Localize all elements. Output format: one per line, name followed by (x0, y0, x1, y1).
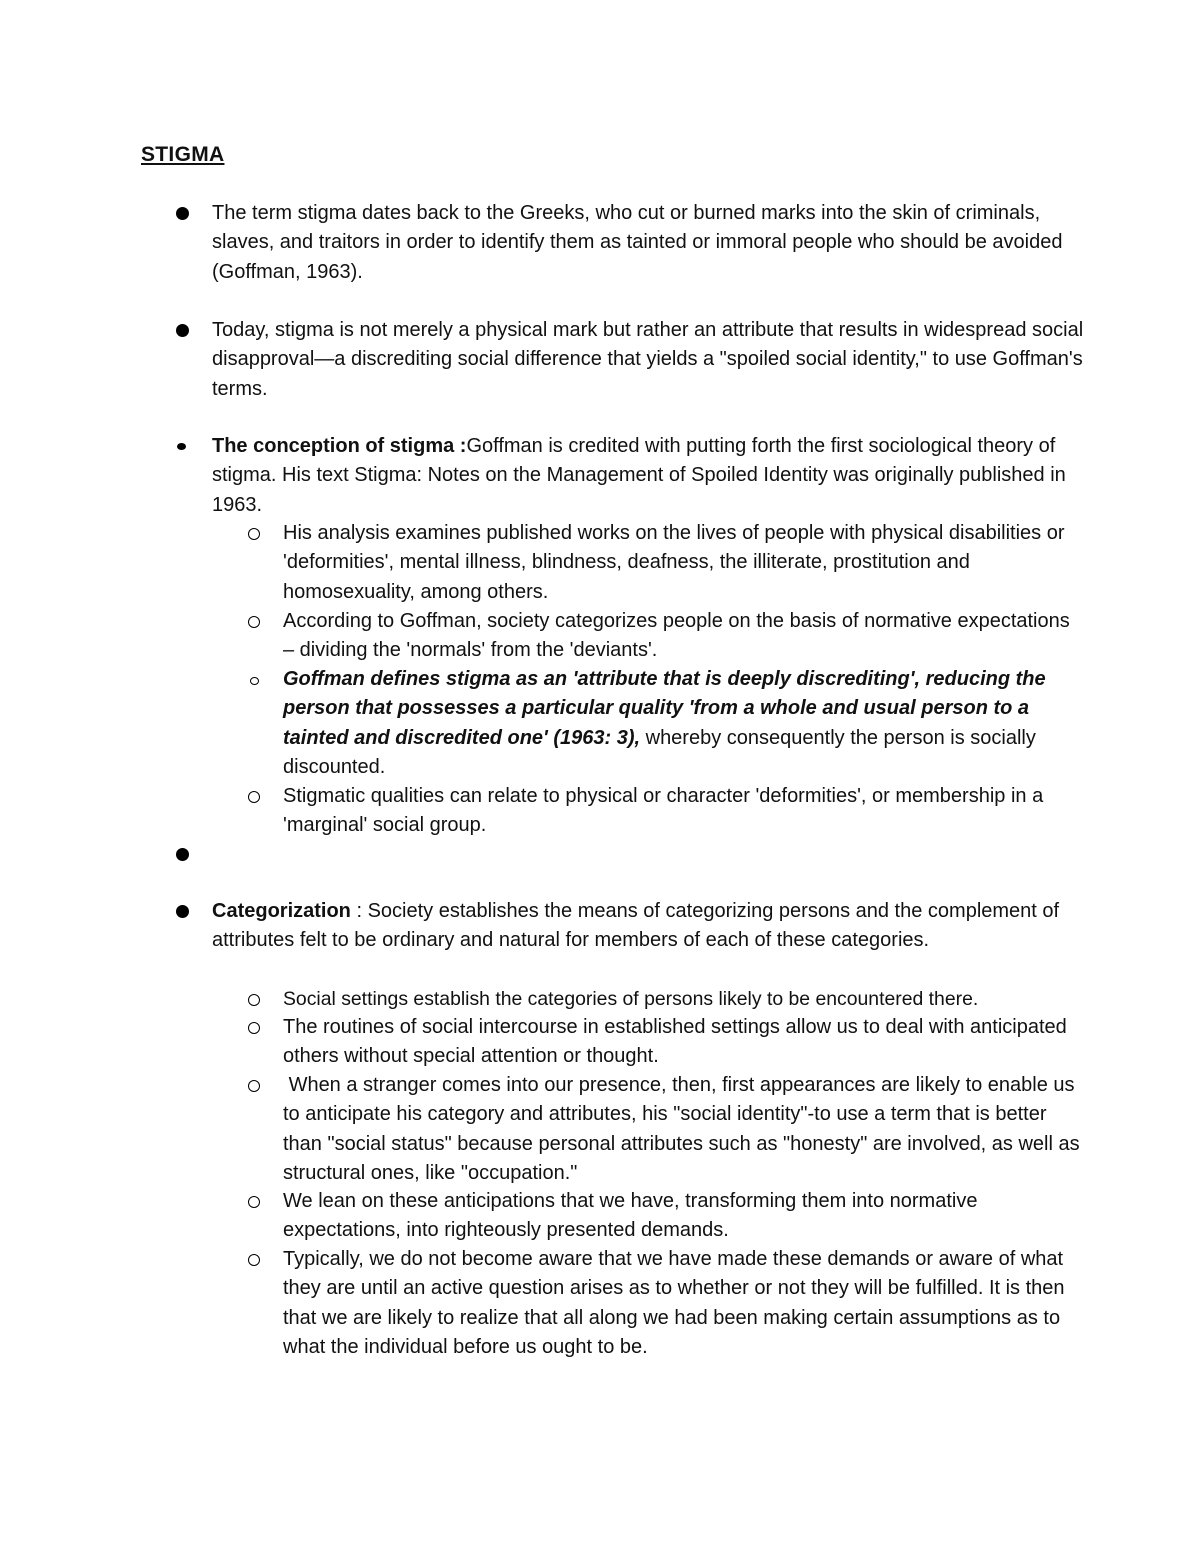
section-heading: Categorization (212, 900, 351, 922)
sub-list-item-text: Social settings establish the categories of persons likely to be encountered there. (283, 988, 979, 1010)
bullet-icon (176, 207, 189, 220)
section-heading: The conception of stigma : (212, 435, 467, 457)
circle-bullet-icon (248, 1254, 260, 1266)
empty-list-item (212, 840, 1092, 870)
sub-list-item (283, 1013, 1083, 1072)
sub-list-item-text: According to Goffman, society categorizes people on the basis of normative expectations – dividing the 'normals' from the 'deviants'. (283, 610, 1070, 662)
sub-list-item-text: The routines of social intercourse in established settings allow us to deal with anticipated others without special attention or thought. (283, 1016, 1067, 1068)
sub-list-item-text: When a stranger comes into our presence, then, first appearances are likely to enable us to anticipate his category and attributes, his "social identity"-to use a term that is better than "social status" because personal attributes such as "honesty" are involved, as well as structural ones, like "occupation." (283, 1074, 1086, 1185)
sub-list-item-text: His analysis examines published works on the lives of people with physical disabilities or 'deformities', mental illness, blindness, deafness, the illiterate, prostitution and homosexuality, among others. (283, 522, 1065, 603)
sub-list-item (283, 985, 1073, 1014)
list-item (212, 316, 1092, 404)
circle-bullet-icon (250, 677, 259, 685)
bullet-icon (177, 443, 186, 450)
circle-bullet-icon (248, 1196, 260, 1208)
page-title: STIGMA (141, 143, 225, 166)
sub-list-item (283, 665, 1083, 783)
sub-list-item-text: Typically, we do not become aware that we have made these demands or aware of what they are until an active question arises as to whether or not they will be fulfilled. It is then that we are likely to realize that all along we had been making certain assumptions as to what the individual before us ought to be. (283, 1248, 1065, 1359)
list-item-text: Categorization : Society establishes the means of categorizing persons and the complement of attributes felt to be ordinary and natural for members of each of these categories. (212, 900, 1060, 952)
sub-list-item-text: We lean on these anticipations that we have, transforming them into normative expectations, into righteously presented demands. (283, 1190, 978, 1242)
list-item (212, 432, 1092, 520)
circle-bullet-icon (248, 528, 260, 540)
sub-list-item (283, 519, 1083, 607)
bullet-icon (176, 324, 189, 337)
circle-bullet-icon (248, 1022, 260, 1034)
circle-bullet-icon (248, 994, 260, 1006)
sub-list-item (283, 1071, 1086, 1189)
bullet-icon (176, 848, 189, 861)
sub-list-item-text: Stigmatic qualities can relate to physical or character 'deformities', or membership in a 'marginal' social group. (283, 785, 1044, 837)
sub-list-item (283, 607, 1083, 666)
list-item-text: Today, stigma is not merely a physical mark but rather an attribute that results in widespread social disapproval—a discrediting social difference that yields a "spoiled social identity," to use Goffman's terms. (212, 319, 1084, 400)
sub-list-item-text: Goffman defines stigma as an 'attribute that is deeply discrediting', reducing the person that possesses a particular quality 'from a whole and usual person to a tainted and discredited one' (1963: 3), whereby consequently the person is socially discounted. (283, 668, 1046, 779)
circle-bullet-icon (248, 791, 260, 803)
list-item-text: The conception of stigma :Goffman is credited with putting forth the first sociological theory of stigma. His text Stigma: Notes on the Management of Spoiled Identity was originally published in 1963. (212, 435, 1066, 516)
circle-bullet-icon (248, 1080, 260, 1092)
list-item (212, 199, 1092, 287)
sub-list-item (283, 1245, 1083, 1363)
list-item-text: The term stigma dates back to the Greeks, who cut or burned marks into the skin of criminals, slaves, and traitors in order to identify them as tainted or immoral people who should be avoided (Goffman, 1963). (212, 202, 1063, 283)
list-item (212, 897, 1092, 956)
circle-bullet-icon (248, 616, 260, 628)
bullet-icon (176, 905, 189, 918)
sub-list-item (283, 1187, 1083, 1246)
emphasized-definition: Goffman defines stigma as an 'attribute that is deeply discrediting', reducing the person that possesses a particular quality 'from a whole and usual person to a tainted and discredited one' (1963: 3), (283, 668, 1046, 749)
sub-list-item (283, 782, 1083, 841)
